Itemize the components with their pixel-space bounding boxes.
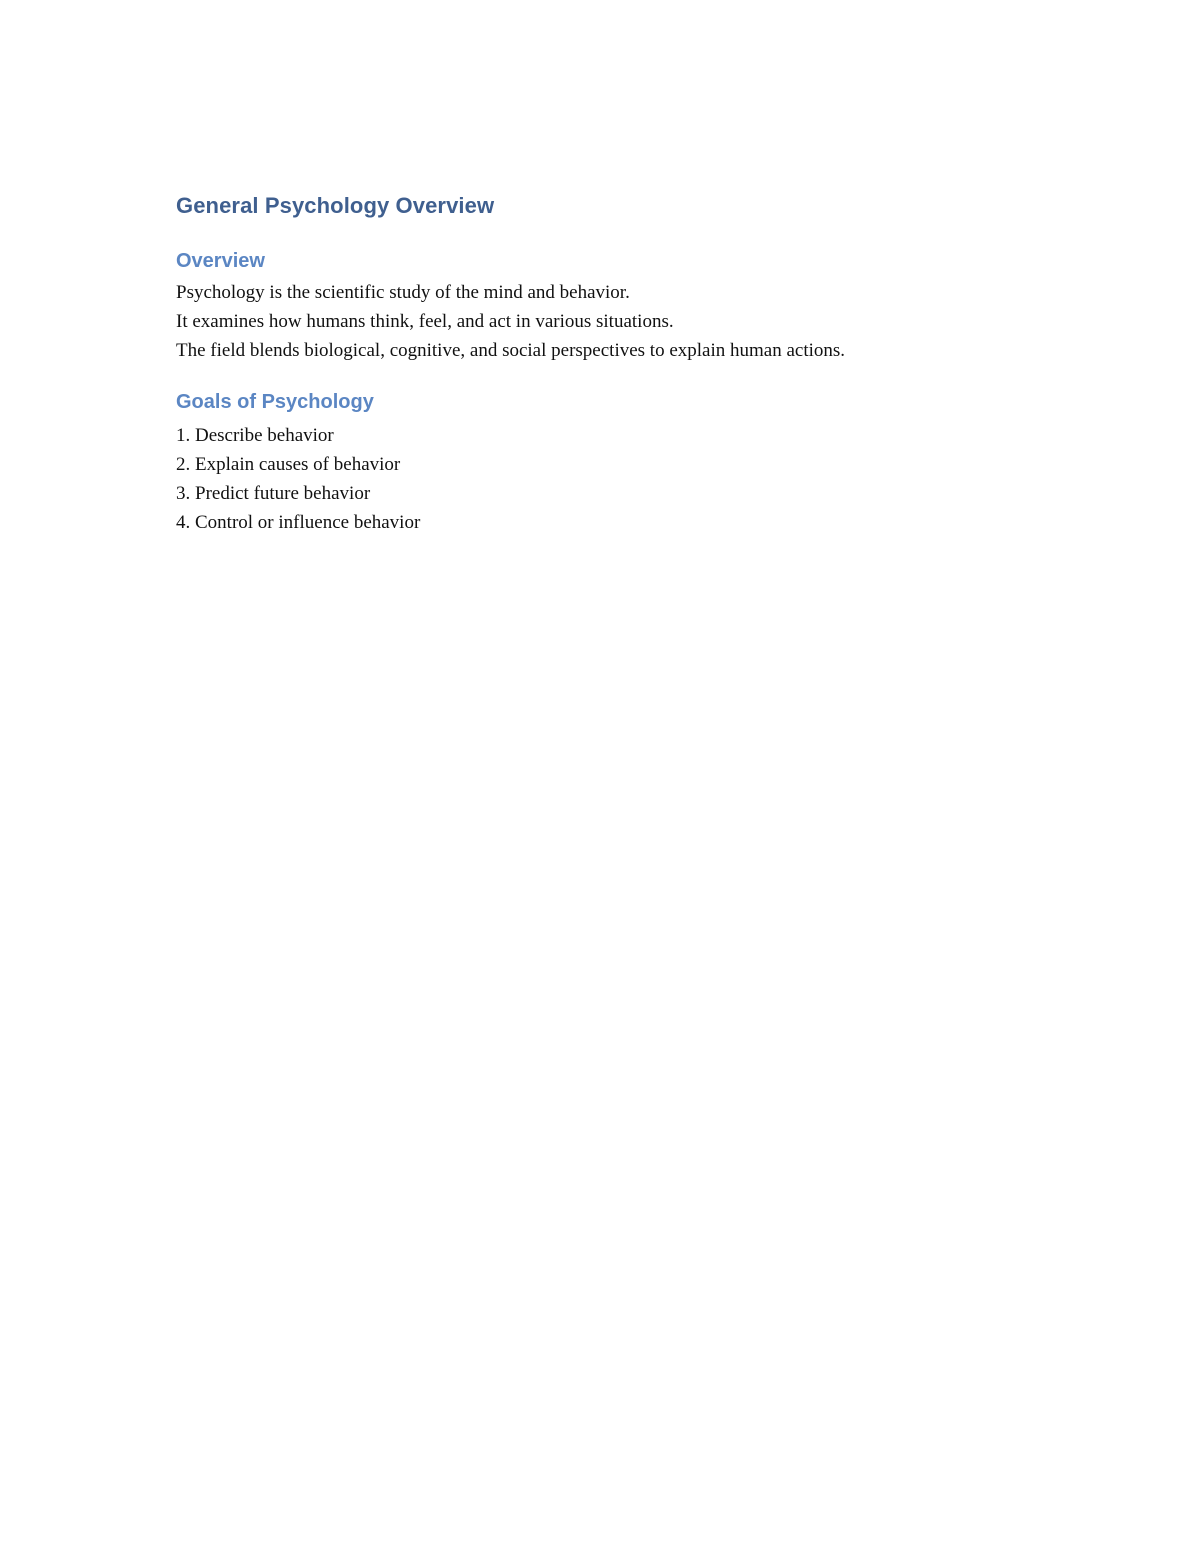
overview-line: Psychology is the scientific study of the mind and behavior. (176, 282, 630, 303)
list-item: 2. Explain causes of behavior (176, 454, 401, 475)
overview-paragraph (176, 278, 1036, 365)
document-body (176, 190, 1036, 537)
list-item: 3. Predict future behavior (176, 483, 371, 504)
goals-list (176, 421, 1036, 537)
overview-line: The field blends biological, cognitive, and social perspectives to explain human actions. (176, 340, 846, 361)
list-item: 1. Describe behavior (176, 425, 334, 446)
list-item: 4. Control or influence behavior (176, 512, 421, 533)
overview-line: It examines how humans think, feel, and act in various situations. (176, 311, 674, 332)
section-heading-goals: Goals of Psychology (176, 391, 374, 413)
section-heading-overview: Overview (176, 250, 265, 272)
document-title: General Psychology Overview (176, 193, 495, 218)
